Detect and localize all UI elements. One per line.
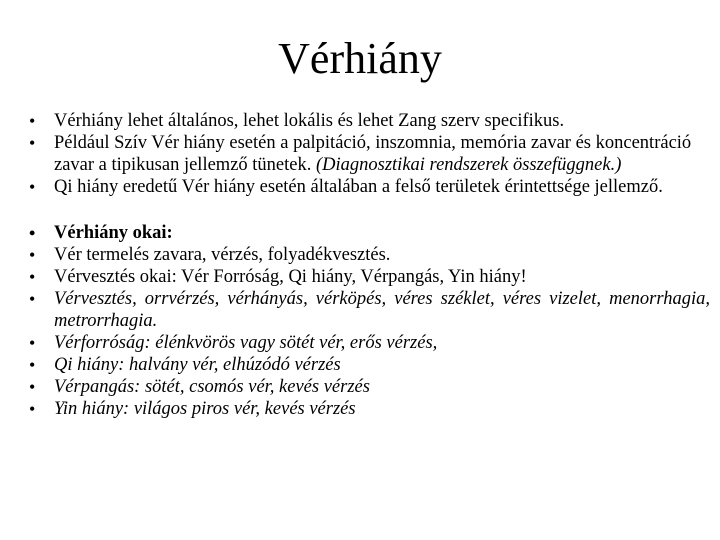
bullet-icon: • [29,223,36,243]
item-text: Qi hiány: halvány vér, elhúzódó vérzés [54,355,341,375]
list-item [29,132,710,176]
bullet-icon: • [29,333,36,353]
bullet-icon: • [29,177,36,197]
bullet-icon: • [29,245,36,265]
list-item [29,398,710,420]
item-text: Vérhiány okai: [54,223,173,243]
item-text: Vér termelés zavara, vérzés, folyadékvesztés. [54,245,391,265]
item-text: Yin hiány: világos piros vér, kevés vérzés [54,399,356,419]
list-item [29,266,710,288]
bullet-list [0,110,720,420]
slide-title: Vérhiány [278,34,442,83]
bullet-icon: • [29,355,36,375]
bullet-icon: • [29,289,36,309]
list-item [29,110,710,132]
bullet-icon: • [29,399,36,419]
section-spacer [0,198,720,222]
item-italic-note: (Diagnosztikai rendszerek összefüggnek.) [311,155,622,175]
list-item [29,332,710,354]
bullet-icon: • [29,267,36,287]
bullet-icon: • [29,377,36,397]
list-item [29,376,710,398]
item-text: Vérvesztés okai: Vér Forróság, Qi hiány, Vérpangás, Yin hiány! [54,267,527,287]
item-text: Vérforróság: élénkvörös vagy sötét vér, erős vérzés, [54,333,438,353]
list-item [29,244,710,266]
item-text: Például Szív Vér hiány esetén a palpitáció, inszomnia, memória zavar és koncentráció zavar a tipikusan jellemző tünetek. [54,133,692,175]
list-item-heading [29,222,710,244]
item-text: Vérhiány lehet általános, lehet lokális és lehet Zang szerv specifikus. [54,111,565,131]
item-text: Vérpangás: sötét, csomós vér, kevés vérzés [54,377,370,397]
list-item [29,288,710,332]
bullet-icon: • [29,111,36,131]
bullet-icon: • [29,133,36,153]
item-text: Qi hiány eredetű Vér hiány esetén általában a felső területek érintettsége jellemző. [54,177,663,197]
list-item [29,354,710,376]
list-item [29,176,710,198]
item-text: Vérvesztés, orrvérzés, vérhányás, vérköpés, véres széklet, véres vizelet, menorrhagia, metrorrhagia. [54,289,710,331]
